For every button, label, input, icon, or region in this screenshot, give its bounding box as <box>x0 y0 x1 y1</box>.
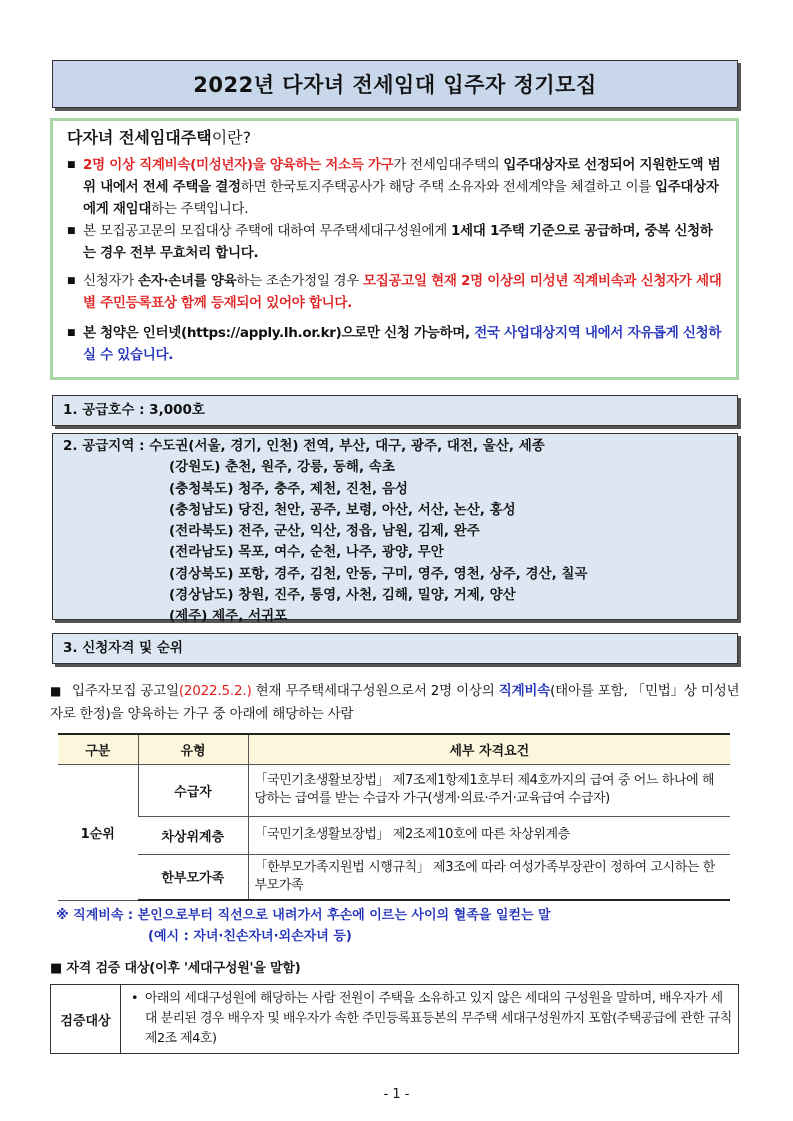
verify-box <box>50 984 739 1054</box>
intro-b1-text2: 하면 한국토지주택공사가 해당 주택 소유자와 전세계약을 체결하고 이를 <box>240 179 655 195</box>
intro-b3-text2: 하는 조손가정일 경우 <box>236 273 364 289</box>
rank-cell: 1순위 <box>58 764 138 900</box>
intro-b1-bold1: 입주대상자로 선정되어 지원한도액 범위 내에서 전세 주택을 결정 <box>83 157 721 195</box>
intro-heading-rest: 이란? <box>211 128 252 147</box>
page-number: - 1 - <box>383 1087 410 1102</box>
region-line: (제주) 제주, 서귀포 <box>169 608 288 625</box>
table-row <box>58 764 730 816</box>
region-line: (강원도) 춘천, 원주, 강릉, 동해, 속초 <box>169 459 395 476</box>
intro-b1-text3: 하는 주택입니다. <box>151 201 249 217</box>
region-line: (충청남도) 당진, 천안, 공주, 보령, 아산, 서산, 논산, 홍성 <box>169 501 516 518</box>
intro-bullet-2 <box>67 220 724 264</box>
detail-cell: 「한부모가족지원법 시행규칙」 제3조에 따라 여성가족부장관이 정하여 고시하는 한부모가족 <box>248 854 730 900</box>
intro-box <box>50 118 739 380</box>
region-line: (경상남도) 창원, 진주, 통영, 사천, 김해, 밀양, 거제, 양산 <box>169 587 516 604</box>
intro-b3-bold1: 손자·손녀를 양육 <box>137 273 237 289</box>
intro-bullet-3 <box>67 270 724 314</box>
intro-b1-red: 2명 이상 직계비속(미성년자)을 양육하는 저소득 가구 <box>83 157 394 173</box>
detail-cell: 「국민기초생활보장법」 제7조제1항제1호부터 제4호까지의 급여 중 어느 하나에 해당하는 급여를 받는 수급자 가구(생계·의료·주거·교육급여 수급자) <box>248 764 730 816</box>
region-line: (경상북도) 포항, 경주, 김천, 안동, 구미, 영주, 영천, 상주, 경산, 칠곡 <box>169 565 588 582</box>
note-example: (예시 : 자녀·친손자녀·외손자녀 등) <box>148 929 352 944</box>
verify-label: 검증대상 <box>51 985 121 1053</box>
section-supply-count <box>52 395 738 426</box>
page-title <box>52 60 738 108</box>
intro-b2-bold1: 1세대 1주택 기준으로 공급하며, 중복 신청하는 경우 전부 무효처리 합니다. <box>83 223 713 261</box>
table-row <box>58 854 730 900</box>
region-line-text: 수도권(서울, 경기, 인천) 전역, 부산, 대구, 광주, 대전, 울산, 세종 <box>149 438 545 454</box>
section-supply-count-text: 1. 공급호수 : 3,000호 <box>63 402 205 418</box>
region-line <box>63 436 737 457</box>
page-title-text: 2022년 다자녀 전세임대 입주자 정기모집 <box>193 73 597 97</box>
eligibility-table <box>58 733 730 901</box>
intro-b3-text1: 신청자가 <box>83 273 138 289</box>
table-header-cell: 유형 <box>138 734 248 764</box>
detail-cell: 「국민기초생활보장법」 제2조제10호에 따른 차상위계층 <box>248 816 730 854</box>
intro-b4-blue: 전국 사업대상지역 내에서 자유롭게 신청하실 수 있습니다. <box>83 325 722 363</box>
type-cell: 한부모가족 <box>138 854 248 900</box>
eligibility-blue: 직계비속 <box>498 683 551 699</box>
intro-b4-bold1: 본 청약은 인터넷(https://apply.lh.or.kr)으로만 신청 가능하며, <box>83 325 475 341</box>
square-bullet-icon: ■ <box>50 684 62 698</box>
intro-heading-bold: 다자녀 전세임대주택 <box>67 128 212 147</box>
eligibility-date: (2022.5.2.) <box>178 683 252 699</box>
intro-bullet-1 <box>67 154 724 220</box>
region-label: 2. 공급지역 : <box>63 438 150 454</box>
section-eligibility <box>52 633 738 664</box>
table-header-cell: 세부 자격요건 <box>248 734 730 764</box>
eligibility-text2: 현재 무주택세대구성원으로서 2명 이상의 <box>251 683 499 699</box>
table-header-cell: 구분 <box>58 734 138 764</box>
eligibility-text1: 입주자모집 공고일 <box>72 683 179 699</box>
intro-bullet-4 <box>67 322 724 366</box>
intro-b3-red: 모집공고일 현재 2명 이상의 미성년 직계비속과 신청자가 세대별 주민등록표상 함께 등재되어 있어야 합니다. <box>83 273 722 311</box>
type-cell: 수급자 <box>138 764 248 816</box>
verify-text: • 아래의 세대구성원에 해당하는 사람 전원이 주택을 소유하고 있지 않은 세대의 구성원을 말하며, 배우자가 세대 분리된 경우 배우자 및 배우자가 속한 주민등록표등본의 무주택 세대구성원까지 포함(주택공급에 관한 규칙 제2조 제4호) <box>121 985 738 1053</box>
verify-heading: ■ 자격 검증 대상(이후 '세대구성원'을 말함) <box>50 961 301 976</box>
region-line: (충청북도) 청주, 충주, 제천, 진천, 음성 <box>169 480 408 497</box>
region-line: (전라남도) 목포, 여수, 순천, 나주, 광양, 무안 <box>169 544 444 561</box>
intro-b1-bold2: 입주대상자에게 재임대 <box>83 179 719 217</box>
intro-b2-text1: 본 모집공고문의 모집대상 주택에 대하여 무주택세대구성원에게 <box>83 223 451 239</box>
intro-heading <box>67 125 724 148</box>
intro-b1-text1: 가 전세임대주택의 <box>393 157 504 173</box>
table-header-row <box>58 734 730 764</box>
section-eligibility-text: 3. 신청자격 및 순위 <box>63 640 183 656</box>
section-supply-region <box>52 433 738 625</box>
table-row <box>58 816 730 854</box>
eligibility-text3: (태아를 포함, 「민법」상 미성년자로 한정)을 양육하는 가구 중 아래에 해당하는 사람 <box>50 683 740 722</box>
type-cell: 차상위계층 <box>138 816 248 854</box>
region-line: (전라북도) 전주, 군산, 익산, 정읍, 남원, 김제, 완주 <box>169 523 480 540</box>
note-definition: ※ 직계비속 : 본인으로부터 직선으로 내려가서 후손에 이르는 사이의 혈족을 일컫는 말 <box>56 908 551 923</box>
eligibility-paragraph <box>50 680 750 726</box>
